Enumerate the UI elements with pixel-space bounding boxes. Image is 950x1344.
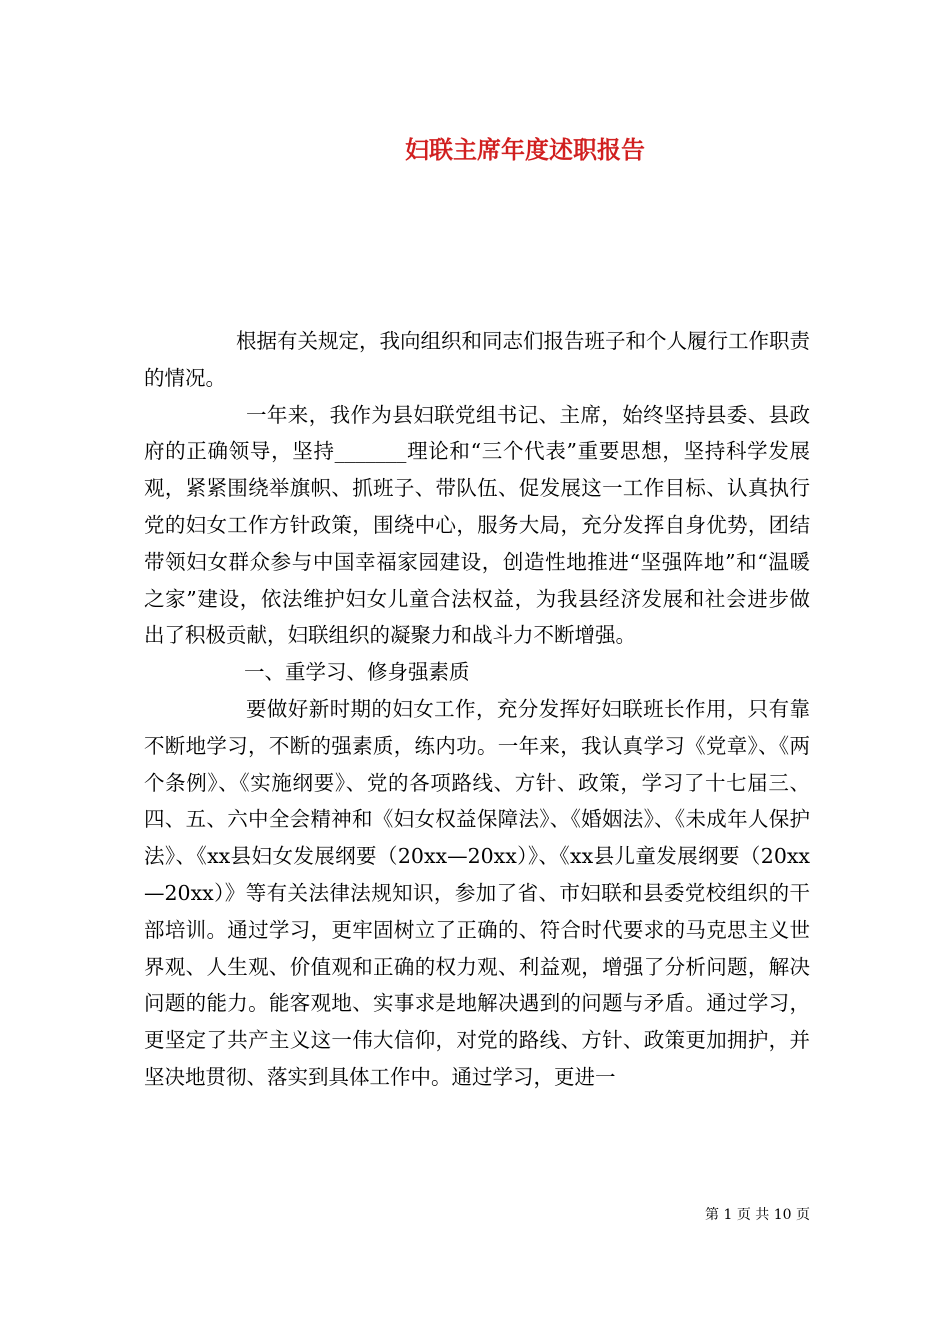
document-body <box>144 323 810 1096</box>
paragraph-study: 要做好新时期的妇女工作，充分发挥好妇联班长作用，只有靠不断地学习，不断的强素质，练内功。一年来，我认真学习《党章》、《两个条例》、《实施纲要》、党的各项路线、方针、政策，学习了十七届三、四、五、六中全会精神和《妇女权益保障法》、《婚姻法》、《未成年人保护法》、《xx县妇女发展纲要（20xx—20xx）》、《xx县儿童发展纲要（20xx—20xx）》等有关法律法规知识，参加了省、市妇联和县委党校组织的干部培训。通过学习，更牢固树立了正确的、符合时代要求的马克思主义世界观、人生观、价值观和正确的权力观、利益观，增强了分析问题，解决问题的能力。能客观地、实事求是地解决遇到的问题与矛盾。通过学习，更坚定了共产主义这一伟大信仰，对党的路线、方针、政策更加拥护，并坚决地贯彻、落实到具体工作中。通过学习，更进一 <box>144 696 810 1089</box>
paragraph-year-summary: 一年来，我作为县妇联党组书记、主席，始终坚持县委、县政府的正确领导，坚持_______理论和“三个代表”重要思想，坚持科学发展观，紧紧围绕举旗帜、抓班子、带队伍、促发展这一工作目标、认真执行党的妇女工作方针政策，围绕中心，服务大局，充分发挥自身优势，团结带领妇女群众参与中国幸福家园建设，创造性地推进“坚强阵地”和“温暖之家”建设，依法维护妇女儿童合法权益，为我县经济发展和社会进步做出了积极贡献，妇联组织的凝聚力和战斗力不断增强。 <box>144 402 810 648</box>
page-number: 第 1 页 共 10 页 <box>705 1207 810 1223</box>
paragraph-intro: 根据有关规定，我向组织和同志们报告班子和个人履行工作职责的情况。 <box>144 329 810 390</box>
section-heading-study: 一、重学习、修身强素质 <box>244 660 470 685</box>
document-title: 妇联主席年度述职报告 <box>405 135 645 164</box>
